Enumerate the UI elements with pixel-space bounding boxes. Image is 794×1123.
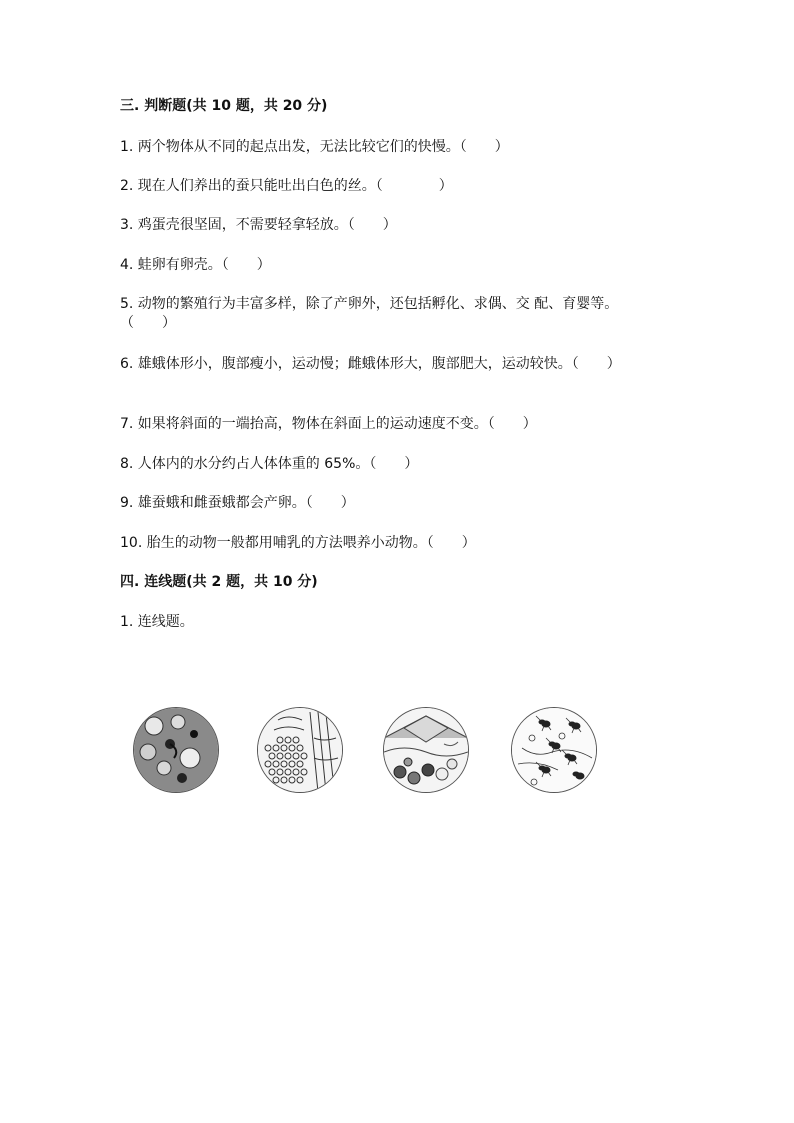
question-8: 8. 人体内的水分约占人体体重的 65%。（ ）	[120, 456, 419, 472]
question-7: 7. 如果将斜面的一端抬高，物体在斜面上的运动速度不变。（ ）	[120, 416, 537, 432]
honeycomb-eggs-illustration	[257, 707, 343, 793]
question-4: 4. 蛙卵有卵壳。（ ）	[120, 257, 271, 273]
question-9: 9. 雄蚕蛾和雌蚕蛾都会产卵。（ ）	[120, 495, 355, 511]
question-10: 10. 胎生的动物一般都用哺乳的方法喂养小动物。（ ）	[120, 535, 476, 551]
question-3: 3. 鸡蛋壳很坚固，不需要轻拿轻放。（ ）	[120, 217, 397, 233]
question-6: 6. 雄蛾体形小，腹部瘦小，运动慢；雌蛾体形大，腹部肥大，运动较快。（ ）	[120, 356, 621, 372]
section-4-heading: 四. 连线题(共 2 题，共 10 分)	[120, 574, 318, 590]
frog-eggs-tadpoles-illustration	[133, 707, 219, 793]
ants-illustration	[511, 707, 597, 793]
question-5: 5. 动物的繁殖行为丰富多样，除了产卵外，还包括孵化、求偶、交 配、育婴等。（ ）	[120, 296, 619, 331]
section-3-heading: 三. 判断题(共 10 题，共 20 分)	[120, 98, 328, 114]
question-1: 1. 两个物体从不同的起点出发，无法比较它们的快慢。（ ）	[120, 139, 509, 155]
question-2: 2. 现在人们养出的蚕只能吐出白色的丝。（ ）	[120, 178, 453, 194]
eggs-on-leaf-illustration	[383, 707, 469, 793]
matching-question-1: 1. 连线题。	[120, 614, 194, 630]
